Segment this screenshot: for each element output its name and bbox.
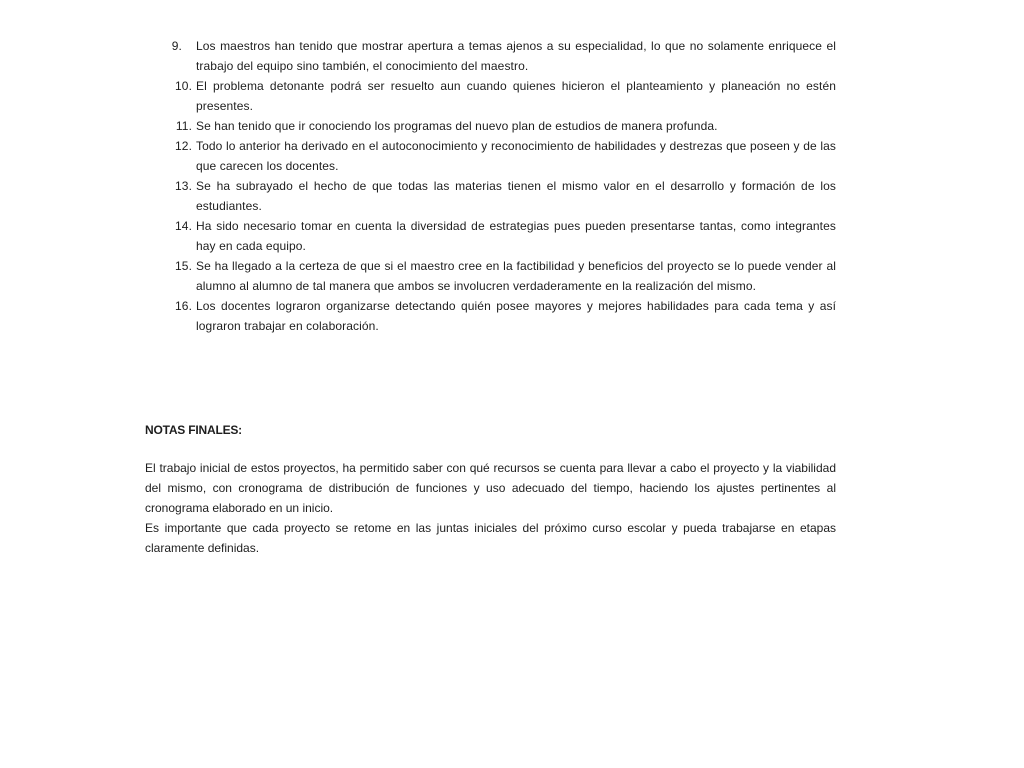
list-item [168, 36, 836, 76]
list-item-number: 14. [175, 219, 192, 233]
list-item-text: Se han tenido que ir conociendo los programas del nuevo plan de estudios de manera profunda. [196, 119, 718, 133]
list-item-number: 13. [175, 179, 192, 193]
list-item-text: Los docentes lograron organizarse detectando quién posee mayores y mejores habilidades para cada tema y así lograron trabajar en colaboración. [196, 299, 836, 333]
notes-body [145, 458, 836, 558]
list-item-number: 12. [175, 139, 192, 153]
list-item-text: Todo lo anterior ha derivado en el autoconocimiento y reconocimiento de habilidades y destrezas que poseen y de las que carecen los docentes. [196, 139, 836, 173]
list-item-number: 16. [175, 299, 192, 313]
list-item [168, 136, 836, 176]
list-item [168, 76, 836, 116]
list-item-text: Ha sido necesario tomar en cuenta la diversidad de estrategias pues pueden presentarse tantas, como integrantes hay en cada equipo. [196, 219, 836, 253]
list-item-text: Los maestros han tenido que mostrar apertura a temas ajenos a su especialidad, lo que no solamente enriquece el trabajo del equipo sino también, el conocimiento del maestro. [196, 39, 836, 73]
list-item [168, 256, 836, 296]
list-item-text: El problema detonante podrá ser resuelto aun cuando quienes hicieron el planteamiento y planeación no estén presentes. [196, 79, 836, 113]
list-item-text: Se ha subrayado el hecho de que todas las materias tienen el mismo valor en el desarrollo y formación de los estudiantes. [196, 179, 836, 213]
list-item [168, 116, 836, 136]
paragraph: Es importante que cada proyecto se retome en las juntas iniciales del próximo curso escolar y pueda trabajarse en etapas claramente definidas. [145, 521, 836, 555]
list-item [168, 296, 836, 336]
list-item-number: 10. [175, 79, 192, 93]
list-item [168, 176, 836, 216]
list-item-number: 15. [175, 259, 192, 273]
list-item-text: Se ha llegado a la certeza de que si el maestro cree en la factibilidad y beneficios del proyecto se lo puede vender al alumno al alumno de tal manera que ambos se involucren verdaderamente en la realización del mismo. [196, 259, 836, 293]
list-item-number: 9. [171, 39, 182, 53]
list-item [168, 216, 836, 256]
section-heading: NOTAS FINALES: [145, 423, 242, 437]
paragraph: El trabajo inicial de estos proyectos, ha permitido saber con qué recursos se cuenta para llevar a cabo el proyecto y la viabilidad del mismo, con cronograma de distribución de funciones y uso adecuado del tiempo, haciendo los ajustes pertinentes al cronograma elaborado en un inicio. [145, 461, 836, 515]
numbered-list [168, 36, 836, 336]
list-item-number: 11. [175, 119, 192, 133]
